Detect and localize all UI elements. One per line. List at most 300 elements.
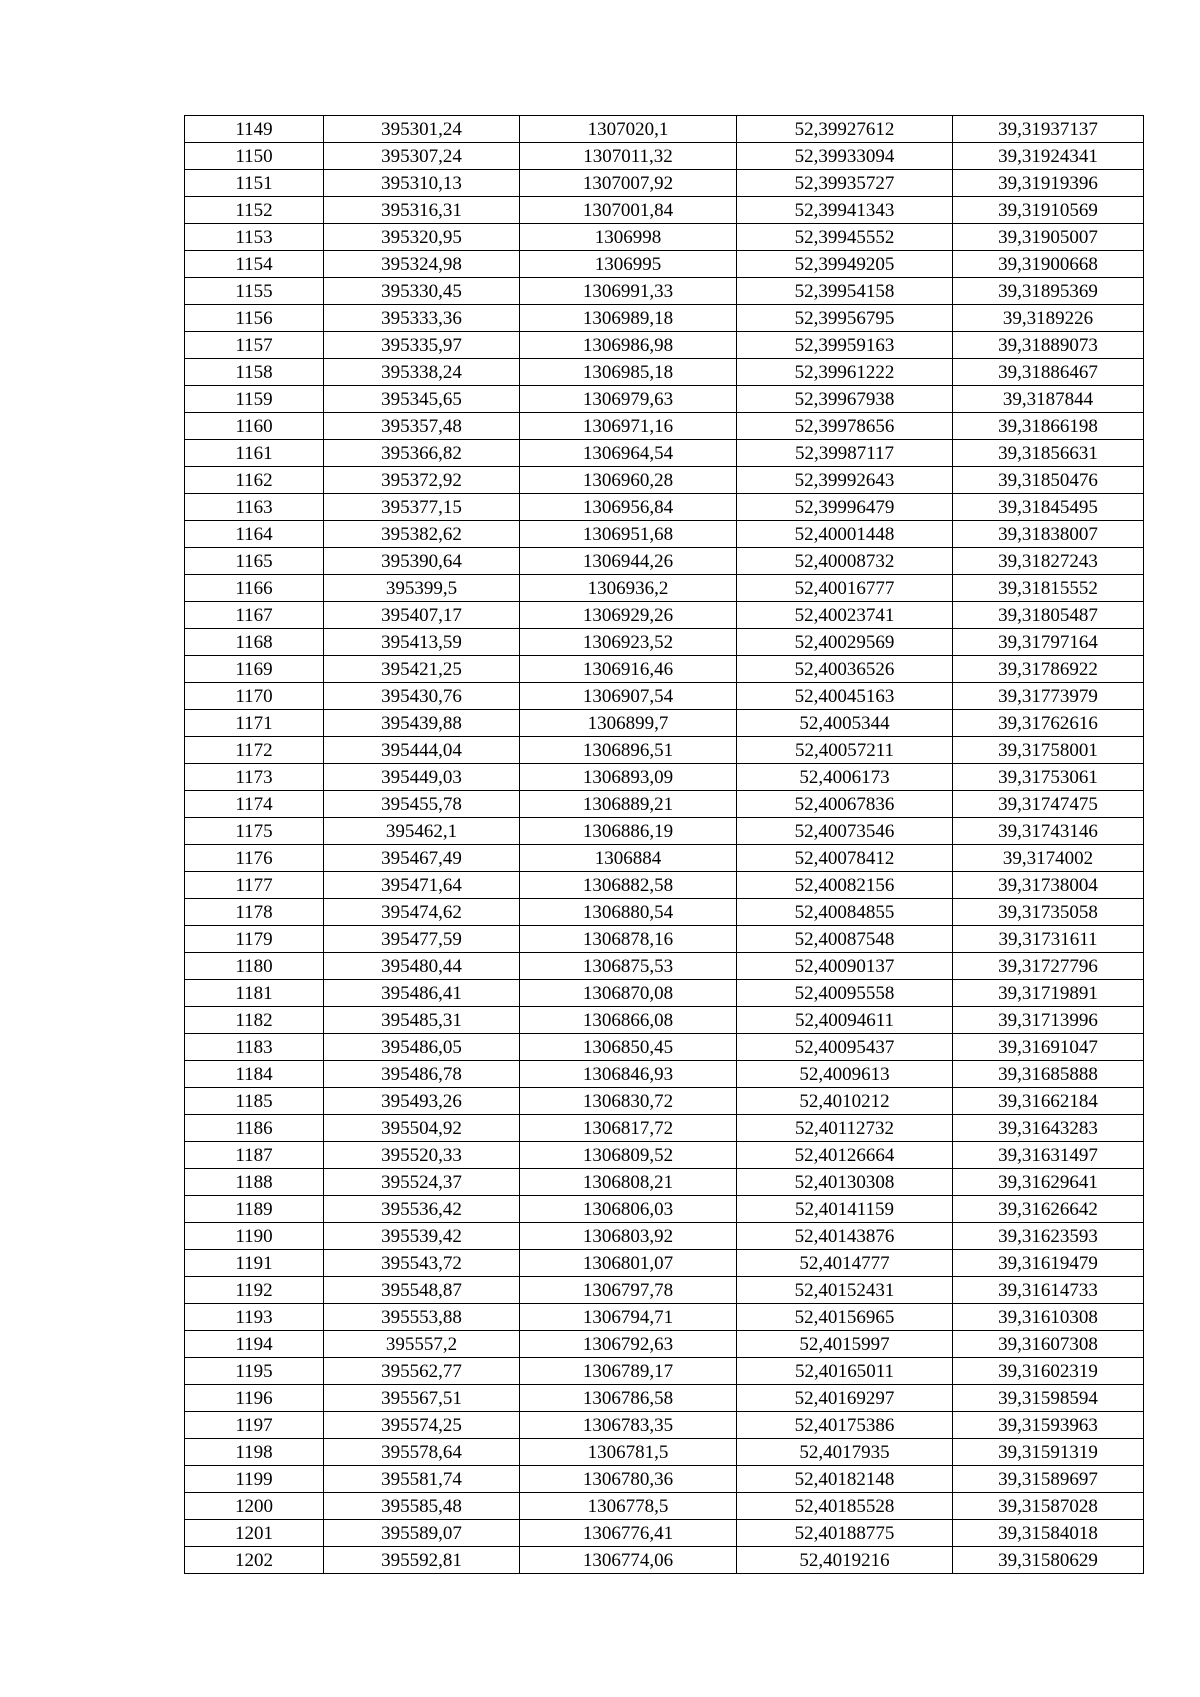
- x-coordinate-cell: 395330,45: [324, 278, 520, 305]
- point-number-cell: 1168: [185, 629, 324, 656]
- x-coordinate-cell: 395366,82: [324, 440, 520, 467]
- latitude-cell: 52,40156965: [737, 1304, 953, 1331]
- longitude-cell: 39,3189226: [953, 305, 1144, 332]
- longitude-cell: 39,31786922: [953, 656, 1144, 683]
- y-coordinate-cell: 1307011,32: [520, 143, 737, 170]
- table-row: [185, 926, 1144, 953]
- point-number-cell: 1158: [185, 359, 324, 386]
- latitude-cell: 52,4005344: [737, 710, 953, 737]
- table-row: [185, 1223, 1144, 1250]
- table-row: [185, 818, 1144, 845]
- y-coordinate-cell: 1306817,72: [520, 1115, 737, 1142]
- point-number-cell: 1149: [185, 116, 324, 143]
- x-coordinate-cell: 395301,24: [324, 116, 520, 143]
- longitude-cell: 39,31719891: [953, 980, 1144, 1007]
- y-coordinate-cell: 1306866,08: [520, 1007, 737, 1034]
- x-coordinate-cell: 395335,97: [324, 332, 520, 359]
- point-number-cell: 1178: [185, 899, 324, 926]
- latitude-cell: 52,39927612: [737, 116, 953, 143]
- point-number-cell: 1161: [185, 440, 324, 467]
- latitude-cell: 52,40045163: [737, 683, 953, 710]
- table-row: [185, 899, 1144, 926]
- table-row: [185, 251, 1144, 278]
- latitude-cell: 52,40029569: [737, 629, 953, 656]
- latitude-cell: 52,40141159: [737, 1196, 953, 1223]
- x-coordinate-cell: 395320,95: [324, 224, 520, 251]
- table-row: [185, 980, 1144, 1007]
- x-coordinate-cell: 395413,59: [324, 629, 520, 656]
- x-coordinate-cell: 395520,33: [324, 1142, 520, 1169]
- point-number-cell: 1152: [185, 197, 324, 224]
- x-coordinate-cell: 395357,48: [324, 413, 520, 440]
- x-coordinate-cell: 395539,42: [324, 1223, 520, 1250]
- point-number-cell: 1202: [185, 1547, 324, 1574]
- x-coordinate-cell: 395548,87: [324, 1277, 520, 1304]
- x-coordinate-cell: 395581,74: [324, 1466, 520, 1493]
- latitude-cell: 52,40182148: [737, 1466, 953, 1493]
- point-number-cell: 1186: [185, 1115, 324, 1142]
- y-coordinate-cell: 1306801,07: [520, 1250, 737, 1277]
- table-row: [185, 1493, 1144, 1520]
- point-number-cell: 1188: [185, 1169, 324, 1196]
- y-coordinate-cell: 1306985,18: [520, 359, 737, 386]
- x-coordinate-cell: 395449,03: [324, 764, 520, 791]
- latitude-cell: 52,4006173: [737, 764, 953, 791]
- latitude-cell: 52,40023741: [737, 602, 953, 629]
- table-row: [185, 1439, 1144, 1466]
- y-coordinate-cell: 1306846,93: [520, 1061, 737, 1088]
- table-row: [185, 467, 1144, 494]
- table-row: [185, 710, 1144, 737]
- point-number-cell: 1169: [185, 656, 324, 683]
- y-coordinate-cell: 1306899,7: [520, 710, 737, 737]
- longitude-cell: 39,31758001: [953, 737, 1144, 764]
- latitude-cell: 52,40084855: [737, 899, 953, 926]
- longitude-cell: 39,31889073: [953, 332, 1144, 359]
- longitude-cell: 39,31735058: [953, 899, 1144, 926]
- latitude-cell: 52,40152431: [737, 1277, 953, 1304]
- x-coordinate-cell: 395562,77: [324, 1358, 520, 1385]
- latitude-cell: 52,39956795: [737, 305, 953, 332]
- table-row: [185, 1115, 1144, 1142]
- point-number-cell: 1198: [185, 1439, 324, 1466]
- point-number-cell: 1201: [185, 1520, 324, 1547]
- longitude-cell: 39,3174002: [953, 845, 1144, 872]
- x-coordinate-cell: 395471,64: [324, 872, 520, 899]
- point-number-cell: 1195: [185, 1358, 324, 1385]
- longitude-cell: 39,31685888: [953, 1061, 1144, 1088]
- table-row: [185, 845, 1144, 872]
- y-coordinate-cell: 1306995: [520, 251, 737, 278]
- table-row: [185, 305, 1144, 332]
- x-coordinate-cell: 395316,31: [324, 197, 520, 224]
- point-number-cell: 1182: [185, 1007, 324, 1034]
- table-row: [185, 359, 1144, 386]
- y-coordinate-cell: 1306923,52: [520, 629, 737, 656]
- y-coordinate-cell: 1306789,17: [520, 1358, 737, 1385]
- y-coordinate-cell: 1306893,09: [520, 764, 737, 791]
- table-row: [185, 1331, 1144, 1358]
- table-row: [185, 170, 1144, 197]
- latitude-cell: 52,40082156: [737, 872, 953, 899]
- x-coordinate-cell: 395567,51: [324, 1385, 520, 1412]
- latitude-cell: 52,40016777: [737, 575, 953, 602]
- longitude-cell: 39,31580629: [953, 1547, 1144, 1574]
- point-number-cell: 1164: [185, 521, 324, 548]
- longitude-cell: 39,31607308: [953, 1331, 1144, 1358]
- y-coordinate-cell: 1306783,35: [520, 1412, 737, 1439]
- point-number-cell: 1187: [185, 1142, 324, 1169]
- x-coordinate-cell: 395372,92: [324, 467, 520, 494]
- x-coordinate-cell: 395585,48: [324, 1493, 520, 1520]
- latitude-cell: 52,39949205: [737, 251, 953, 278]
- table-row: [185, 872, 1144, 899]
- point-number-cell: 1154: [185, 251, 324, 278]
- y-coordinate-cell: 1306792,63: [520, 1331, 737, 1358]
- y-coordinate-cell: 1306956,84: [520, 494, 737, 521]
- longitude-cell: 39,31827243: [953, 548, 1144, 575]
- longitude-cell: 39,31614733: [953, 1277, 1144, 1304]
- y-coordinate-cell: 1306986,98: [520, 332, 737, 359]
- longitude-cell: 39,31619479: [953, 1250, 1144, 1277]
- table-row: [185, 440, 1144, 467]
- y-coordinate-cell: 1306989,18: [520, 305, 737, 332]
- latitude-cell: 52,40126664: [737, 1142, 953, 1169]
- latitude-cell: 52,40175386: [737, 1412, 953, 1439]
- longitude-cell: 39,31691047: [953, 1034, 1144, 1061]
- y-coordinate-cell: 1306870,08: [520, 980, 737, 1007]
- longitude-cell: 39,31845495: [953, 494, 1144, 521]
- longitude-cell: 39,31762616: [953, 710, 1144, 737]
- table-row: [185, 656, 1144, 683]
- longitude-cell: 39,31738004: [953, 872, 1144, 899]
- latitude-cell: 52,39941343: [737, 197, 953, 224]
- y-coordinate-cell: 1306808,21: [520, 1169, 737, 1196]
- point-number-cell: 1163: [185, 494, 324, 521]
- y-coordinate-cell: 1306979,63: [520, 386, 737, 413]
- point-number-cell: 1170: [185, 683, 324, 710]
- longitude-cell: 39,31805487: [953, 602, 1144, 629]
- longitude-cell: 39,31753061: [953, 764, 1144, 791]
- x-coordinate-cell: 395589,07: [324, 1520, 520, 1547]
- x-coordinate-cell: 395390,64: [324, 548, 520, 575]
- coordinates-table-body: [185, 116, 1144, 1574]
- point-number-cell: 1165: [185, 548, 324, 575]
- table-row: [185, 1358, 1144, 1385]
- table-row: [185, 683, 1144, 710]
- latitude-cell: 52,4017935: [737, 1439, 953, 1466]
- latitude-cell: 52,40001448: [737, 521, 953, 548]
- latitude-cell: 52,4015997: [737, 1331, 953, 1358]
- point-number-cell: 1159: [185, 386, 324, 413]
- table-row: [185, 521, 1144, 548]
- y-coordinate-cell: 1306916,46: [520, 656, 737, 683]
- x-coordinate-cell: 395536,42: [324, 1196, 520, 1223]
- table-row: [185, 1412, 1144, 1439]
- y-coordinate-cell: 1307020,1: [520, 116, 737, 143]
- latitude-cell: 52,4019216: [737, 1547, 953, 1574]
- y-coordinate-cell: 1306809,52: [520, 1142, 737, 1169]
- longitude-cell: 39,31643283: [953, 1115, 1144, 1142]
- latitude-cell: 52,40008732: [737, 548, 953, 575]
- x-coordinate-cell: 395399,5: [324, 575, 520, 602]
- table-row: [185, 278, 1144, 305]
- y-coordinate-cell: 1306889,21: [520, 791, 737, 818]
- table-row: [185, 1385, 1144, 1412]
- longitude-cell: 39,31747475: [953, 791, 1144, 818]
- longitude-cell: 39,31591319: [953, 1439, 1144, 1466]
- longitude-cell: 39,31910569: [953, 197, 1144, 224]
- point-number-cell: 1156: [185, 305, 324, 332]
- longitude-cell: 39,31919396: [953, 170, 1144, 197]
- point-number-cell: 1174: [185, 791, 324, 818]
- latitude-cell: 52,40169297: [737, 1385, 953, 1412]
- point-number-cell: 1193: [185, 1304, 324, 1331]
- y-coordinate-cell: 1306806,03: [520, 1196, 737, 1223]
- x-coordinate-cell: 395557,2: [324, 1331, 520, 1358]
- x-coordinate-cell: 395486,41: [324, 980, 520, 1007]
- y-coordinate-cell: 1307007,92: [520, 170, 737, 197]
- point-number-cell: 1150: [185, 143, 324, 170]
- table-row: [185, 1088, 1144, 1115]
- y-coordinate-cell: 1306850,45: [520, 1034, 737, 1061]
- longitude-cell: 39,31662184: [953, 1088, 1144, 1115]
- table-row: [185, 1169, 1144, 1196]
- table-row: [185, 575, 1144, 602]
- point-number-cell: 1183: [185, 1034, 324, 1061]
- table-row: [185, 494, 1144, 521]
- point-number-cell: 1171: [185, 710, 324, 737]
- x-coordinate-cell: 395455,78: [324, 791, 520, 818]
- longitude-cell: 39,31631497: [953, 1142, 1144, 1169]
- longitude-cell: 39,31924341: [953, 143, 1144, 170]
- longitude-cell: 39,31743146: [953, 818, 1144, 845]
- table-row: [185, 1304, 1144, 1331]
- x-coordinate-cell: 395407,17: [324, 602, 520, 629]
- point-number-cell: 1190: [185, 1223, 324, 1250]
- y-coordinate-cell: 1306786,58: [520, 1385, 737, 1412]
- x-coordinate-cell: 395578,64: [324, 1439, 520, 1466]
- longitude-cell: 39,31598594: [953, 1385, 1144, 1412]
- latitude-cell: 52,40143876: [737, 1223, 953, 1250]
- y-coordinate-cell: 1306776,41: [520, 1520, 737, 1547]
- y-coordinate-cell: 1306944,26: [520, 548, 737, 575]
- point-number-cell: 1197: [185, 1412, 324, 1439]
- y-coordinate-cell: 1306964,54: [520, 440, 737, 467]
- latitude-cell: 52,4014777: [737, 1250, 953, 1277]
- y-coordinate-cell: 1306878,16: [520, 926, 737, 953]
- y-coordinate-cell: 1306803,92: [520, 1223, 737, 1250]
- y-coordinate-cell: 1307001,84: [520, 197, 737, 224]
- longitude-cell: 39,31593963: [953, 1412, 1144, 1439]
- longitude-cell: 39,31905007: [953, 224, 1144, 251]
- y-coordinate-cell: 1306794,71: [520, 1304, 737, 1331]
- point-number-cell: 1177: [185, 872, 324, 899]
- longitude-cell: 39,31866198: [953, 413, 1144, 440]
- point-number-cell: 1189: [185, 1196, 324, 1223]
- y-coordinate-cell: 1306780,36: [520, 1466, 737, 1493]
- y-coordinate-cell: 1306875,53: [520, 953, 737, 980]
- table-row: [185, 548, 1144, 575]
- latitude-cell: 52,39933094: [737, 143, 953, 170]
- latitude-cell: 52,40073546: [737, 818, 953, 845]
- longitude-cell: 39,31584018: [953, 1520, 1144, 1547]
- latitude-cell: 52,39996479: [737, 494, 953, 521]
- longitude-cell: 39,31623593: [953, 1223, 1144, 1250]
- latitude-cell: 52,39987117: [737, 440, 953, 467]
- point-number-cell: 1173: [185, 764, 324, 791]
- latitude-cell: 52,40165011: [737, 1358, 953, 1385]
- x-coordinate-cell: 395504,92: [324, 1115, 520, 1142]
- latitude-cell: 52,40090137: [737, 953, 953, 980]
- point-number-cell: 1185: [185, 1088, 324, 1115]
- y-coordinate-cell: 1306880,54: [520, 899, 737, 926]
- table-row: [185, 413, 1144, 440]
- x-coordinate-cell: 395421,25: [324, 656, 520, 683]
- x-coordinate-cell: 395480,44: [324, 953, 520, 980]
- x-coordinate-cell: 395524,37: [324, 1169, 520, 1196]
- x-coordinate-cell: 395324,98: [324, 251, 520, 278]
- y-coordinate-cell: 1306781,5: [520, 1439, 737, 1466]
- x-coordinate-cell: 395382,62: [324, 521, 520, 548]
- point-number-cell: 1157: [185, 332, 324, 359]
- latitude-cell: 52,40185528: [737, 1493, 953, 1520]
- longitude-cell: 39,31589697: [953, 1466, 1144, 1493]
- table-row: [185, 1547, 1144, 1574]
- x-coordinate-cell: 395485,31: [324, 1007, 520, 1034]
- y-coordinate-cell: 1306929,26: [520, 602, 737, 629]
- table-row: [185, 332, 1144, 359]
- y-coordinate-cell: 1306882,58: [520, 872, 737, 899]
- point-number-cell: 1151: [185, 170, 324, 197]
- longitude-cell: 39,31900668: [953, 251, 1144, 278]
- point-number-cell: 1181: [185, 980, 324, 1007]
- x-coordinate-cell: 395307,24: [324, 143, 520, 170]
- latitude-cell: 52,40095437: [737, 1034, 953, 1061]
- longitude-cell: 39,31727796: [953, 953, 1144, 980]
- latitude-cell: 52,40095558: [737, 980, 953, 1007]
- table-row: [185, 116, 1144, 143]
- longitude-cell: 39,3187844: [953, 386, 1144, 413]
- x-coordinate-cell: 395462,1: [324, 818, 520, 845]
- y-coordinate-cell: 1306907,54: [520, 683, 737, 710]
- table-row: [185, 1250, 1144, 1277]
- y-coordinate-cell: 1306896,51: [520, 737, 737, 764]
- x-coordinate-cell: 395474,62: [324, 899, 520, 926]
- x-coordinate-cell: 395444,04: [324, 737, 520, 764]
- table-row: [185, 737, 1144, 764]
- latitude-cell: 52,40094611: [737, 1007, 953, 1034]
- longitude-cell: 39,31773979: [953, 683, 1144, 710]
- point-number-cell: 1153: [185, 224, 324, 251]
- latitude-cell: 52,40067836: [737, 791, 953, 818]
- x-coordinate-cell: 395486,05: [324, 1034, 520, 1061]
- longitude-cell: 39,31602319: [953, 1358, 1144, 1385]
- latitude-cell: 52,4009613: [737, 1061, 953, 1088]
- longitude-cell: 39,31629641: [953, 1169, 1144, 1196]
- y-coordinate-cell: 1306830,72: [520, 1088, 737, 1115]
- table-row: [185, 1061, 1144, 1088]
- y-coordinate-cell: 1306960,28: [520, 467, 737, 494]
- latitude-cell: 52,40036526: [737, 656, 953, 683]
- y-coordinate-cell: 1306774,06: [520, 1547, 737, 1574]
- latitude-cell: 52,40078412: [737, 845, 953, 872]
- point-number-cell: 1194: [185, 1331, 324, 1358]
- latitude-cell: 52,40112732: [737, 1115, 953, 1142]
- table-row: [185, 386, 1144, 413]
- y-coordinate-cell: 1306998: [520, 224, 737, 251]
- point-number-cell: 1176: [185, 845, 324, 872]
- point-number-cell: 1172: [185, 737, 324, 764]
- table-row: [185, 629, 1144, 656]
- longitude-cell: 39,31937137: [953, 116, 1144, 143]
- table-row: [185, 197, 1144, 224]
- longitude-cell: 39,31838007: [953, 521, 1144, 548]
- longitude-cell: 39,31797164: [953, 629, 1144, 656]
- longitude-cell: 39,31850476: [953, 467, 1144, 494]
- latitude-cell: 52,39935727: [737, 170, 953, 197]
- longitude-cell: 39,31895369: [953, 278, 1144, 305]
- table-row: [185, 764, 1144, 791]
- x-coordinate-cell: 395592,81: [324, 1547, 520, 1574]
- table-row: [185, 1142, 1144, 1169]
- latitude-cell: 52,39967938: [737, 386, 953, 413]
- point-number-cell: 1179: [185, 926, 324, 953]
- latitude-cell: 52,39978656: [737, 413, 953, 440]
- longitude-cell: 39,31886467: [953, 359, 1144, 386]
- point-number-cell: 1196: [185, 1385, 324, 1412]
- point-number-cell: 1160: [185, 413, 324, 440]
- table-row: [185, 1007, 1144, 1034]
- x-coordinate-cell: 395338,24: [324, 359, 520, 386]
- point-number-cell: 1167: [185, 602, 324, 629]
- y-coordinate-cell: 1306971,16: [520, 413, 737, 440]
- longitude-cell: 39,31610308: [953, 1304, 1144, 1331]
- x-coordinate-cell: 395377,15: [324, 494, 520, 521]
- point-number-cell: 1191: [185, 1250, 324, 1277]
- latitude-cell: 52,40130308: [737, 1169, 953, 1196]
- table-row: [185, 1520, 1144, 1547]
- x-coordinate-cell: 395345,65: [324, 386, 520, 413]
- latitude-cell: 52,39992643: [737, 467, 953, 494]
- table-row: [185, 1196, 1144, 1223]
- latitude-cell: 52,39954158: [737, 278, 953, 305]
- point-number-cell: 1192: [185, 1277, 324, 1304]
- latitude-cell: 52,39961222: [737, 359, 953, 386]
- longitude-cell: 39,31815552: [953, 575, 1144, 602]
- longitude-cell: 39,31587028: [953, 1493, 1144, 1520]
- x-coordinate-cell: 395553,88: [324, 1304, 520, 1331]
- latitude-cell: 52,4010212: [737, 1088, 953, 1115]
- point-number-cell: 1180: [185, 953, 324, 980]
- latitude-cell: 52,40057211: [737, 737, 953, 764]
- table-row: [185, 791, 1144, 818]
- y-coordinate-cell: 1306936,2: [520, 575, 737, 602]
- x-coordinate-cell: 395574,25: [324, 1412, 520, 1439]
- point-number-cell: 1155: [185, 278, 324, 305]
- x-coordinate-cell: 395493,26: [324, 1088, 520, 1115]
- point-number-cell: 1199: [185, 1466, 324, 1493]
- latitude-cell: 52,39959163: [737, 332, 953, 359]
- table-row: [185, 224, 1144, 251]
- y-coordinate-cell: 1306884: [520, 845, 737, 872]
- y-coordinate-cell: 1306951,68: [520, 521, 737, 548]
- point-number-cell: 1166: [185, 575, 324, 602]
- table-row: [185, 1466, 1144, 1493]
- point-number-cell: 1184: [185, 1061, 324, 1088]
- table-row: [185, 953, 1144, 980]
- x-coordinate-cell: 395333,36: [324, 305, 520, 332]
